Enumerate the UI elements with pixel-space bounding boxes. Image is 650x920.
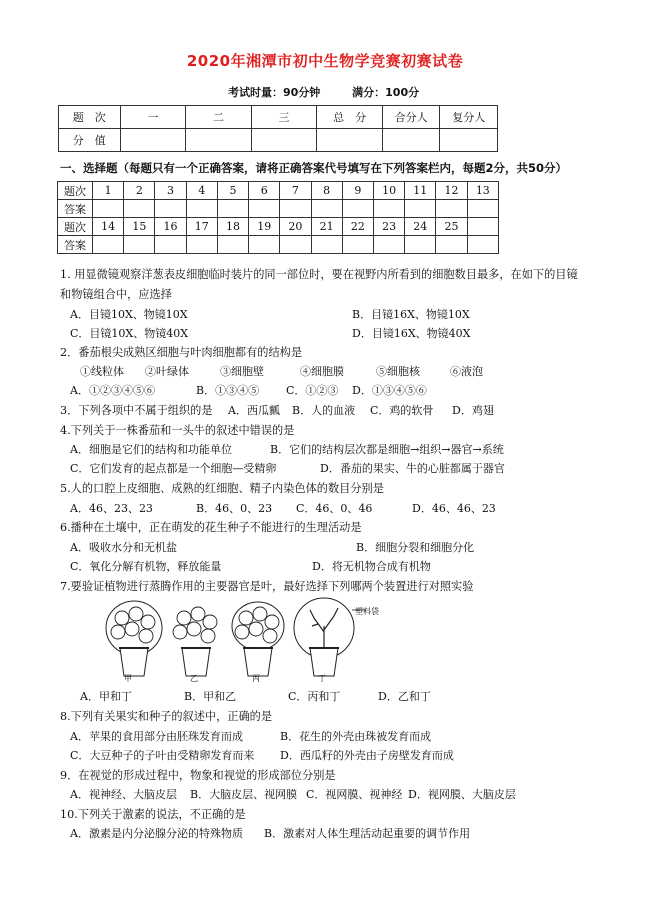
- question-number: 13: [467, 182, 498, 200]
- plant-device-yi: [173, 607, 217, 676]
- question-7-stem: 7.要验证植物进行蒸腾作用的主要器官是叶，最好选择下列哪两个装置进行对照实验: [60, 580, 474, 593]
- exam-title: 2020年湘潭市初中生物学竞赛初赛试卷: [186, 52, 464, 70]
- question-7-option-c[interactable]: C．丙和丁: [288, 690, 341, 703]
- question-8-stem: 8.下列有关果实和种子的叙述中，正确的是: [60, 710, 273, 723]
- answer-question-row: [58, 182, 499, 200]
- answer-cell[interactable]: [249, 200, 280, 218]
- question-4-option-b[interactable]: B．它们的结构层次都是细胞→组织→器官→系统: [270, 443, 504, 456]
- question-9-option-b[interactable]: B．大脑皮层、视网膜: [190, 788, 298, 801]
- plant-device-jia: [106, 601, 162, 676]
- answer-row-label: 答案: [58, 200, 93, 218]
- question-6-option-a[interactable]: A．吸收水分和无机盐: [70, 541, 177, 554]
- answer-cell[interactable]: [93, 200, 124, 218]
- question-number: 19: [249, 218, 280, 236]
- question-8-option-d[interactable]: D．西瓜籽的外壳由子房壁发育而成: [280, 749, 454, 762]
- question-5-option-b[interactable]: B．46、0、23: [196, 502, 273, 515]
- question-number: 12: [436, 182, 467, 200]
- score-table-header-row: [59, 106, 498, 129]
- answer-entry-row: [58, 236, 499, 254]
- question-number: 14: [93, 218, 124, 236]
- question-number: 15: [124, 218, 155, 236]
- device-label-bing: 丙: [252, 674, 260, 683]
- question-number: 20: [280, 218, 311, 236]
- question-4-stem: 4.下列关于一株番茄和一头牛的叙述中错误的是: [60, 424, 295, 437]
- question-number: 24: [405, 218, 436, 236]
- device-label-jia: 甲: [124, 674, 132, 683]
- question-3-option-c[interactable]: C．鸡的软骨: [370, 404, 434, 417]
- answer-question-row: [58, 218, 499, 236]
- answer-cell[interactable]: [93, 236, 124, 254]
- question-2-item: ③细胞壁: [220, 365, 264, 378]
- answer-row-label: 题次: [58, 218, 93, 236]
- answer-cell[interactable]: [217, 236, 248, 254]
- question-7-option-a[interactable]: A．甲和丁: [80, 690, 132, 703]
- question-9-option-d[interactable]: D．视网膜、大脑皮层: [408, 788, 516, 801]
- plant-device-bing: [232, 602, 284, 676]
- score-cell: 复分人: [440, 106, 498, 129]
- question-number: 7: [280, 182, 311, 200]
- question-2-option-a[interactable]: A．①②③④⑤⑥: [70, 384, 155, 397]
- question-number: 6: [249, 182, 280, 200]
- question-8-option-b[interactable]: B．花生的外壳由珠被发育而成: [280, 730, 432, 743]
- question-2-item: ⑥液泡: [450, 365, 483, 378]
- question-2-item: ①线粒体: [80, 365, 124, 378]
- answer-cell[interactable]: [467, 236, 498, 254]
- question-1-option-c[interactable]: C．目镜10X、物镜40X: [70, 327, 189, 340]
- question-2-option-d[interactable]: D．①③④⑤⑥: [352, 384, 427, 397]
- score-entry-cell[interactable]: [120, 129, 186, 152]
- answer-cell[interactable]: [155, 200, 186, 218]
- score-entry-cell[interactable]: [440, 129, 498, 152]
- question-3-stem: 3．下列各项中不属于组织的是: [60, 404, 213, 417]
- question-number: 9: [342, 182, 373, 200]
- question-5-option-a[interactable]: A．46、23、23: [70, 502, 153, 515]
- question-5-option-c[interactable]: C．46、0、46: [296, 502, 373, 515]
- answer-cell[interactable]: [311, 236, 342, 254]
- question-9-option-a[interactable]: A．视神经、大脑皮层: [70, 788, 177, 801]
- plastic-bag-label: 塑料袋: [355, 607, 379, 616]
- question-number: 3: [155, 182, 186, 200]
- answer-cell[interactable]: [124, 236, 155, 254]
- question-1-stem-cont: 和物镜组合中，应选择: [60, 288, 172, 301]
- score-cell: 合分人: [382, 106, 440, 129]
- question-2-stem: 2．番茄根尖成熟区细胞与叶肉细胞都有的结构是: [60, 346, 303, 359]
- full-score: 满分：100分: [352, 86, 420, 99]
- answer-cell[interactable]: [124, 200, 155, 218]
- question-number: 8: [311, 182, 342, 200]
- question-number: 21: [311, 218, 342, 236]
- answer-cell[interactable]: [249, 236, 280, 254]
- answer-cell[interactable]: [217, 200, 248, 218]
- question-6-option-b[interactable]: B．细胞分裂和细胞分化: [356, 541, 475, 554]
- question-number: 10: [373, 182, 404, 200]
- question-3-option-b[interactable]: B．人的血液: [292, 404, 356, 417]
- answer-cell[interactable]: [280, 200, 311, 218]
- question-number: 25: [436, 218, 467, 236]
- answer-cell[interactable]: [405, 236, 436, 254]
- question-4-option-d[interactable]: D．番茄的果实、牛的心脏都属于器官: [320, 462, 505, 475]
- question-2-option-c[interactable]: C．①②③: [286, 384, 339, 397]
- answer-cell[interactable]: [342, 236, 373, 254]
- answer-cell[interactable]: [373, 236, 404, 254]
- exam-meta: [228, 84, 447, 100]
- question-number: 4: [186, 182, 217, 200]
- question-number: 5: [217, 182, 248, 200]
- question-1-option-d[interactable]: D．目镜16X、物镜40X: [352, 327, 471, 340]
- question-2-option-b[interactable]: B．①③④⑤: [196, 384, 260, 397]
- answer-row-label: 答案: [58, 236, 93, 254]
- question-5-stem: 5.人的口腔上皮细胞、成熟的红细胞、精子内染色体的数目分别是: [60, 482, 384, 495]
- score-cell: 二: [186, 106, 252, 129]
- question-3-option-d[interactable]: D．鸡翅: [452, 404, 494, 417]
- answer-cell[interactable]: [280, 236, 311, 254]
- device-label-ding: 丁: [318, 674, 326, 683]
- answer-cell[interactable]: [311, 200, 342, 218]
- score-entry-cell[interactable]: [382, 129, 440, 152]
- question-number: 2: [124, 182, 155, 200]
- answer-cell[interactable]: [155, 236, 186, 254]
- answer-cell[interactable]: [436, 200, 467, 218]
- question-7-option-d[interactable]: D．乙和丁: [378, 690, 431, 703]
- answer-cell[interactable]: [342, 200, 373, 218]
- score-cell: 题 次: [59, 106, 121, 129]
- question-10-stem: 10.下列关于激素的说法，不正确的是: [60, 808, 246, 821]
- question-number: 16: [155, 218, 186, 236]
- question-4-option-c[interactable]: C．它们发育的起点都是一个细胞—受精卵: [70, 462, 277, 475]
- score-table: [58, 105, 498, 152]
- section-heading: 一、选择题（每题只有一个正确答案，请将正确答案代号填写在下列答案栏内，每题2分，共50分）: [60, 161, 567, 175]
- question-number: [467, 218, 498, 236]
- question-number: 18: [217, 218, 248, 236]
- score-cell: 一: [120, 106, 186, 129]
- answer-cell[interactable]: [467, 200, 498, 218]
- question-8-option-c[interactable]: C．大豆种子的子叶由受精卵发育而来: [70, 749, 255, 762]
- answer-entry-row: [58, 200, 499, 218]
- score-entry-cell[interactable]: [317, 129, 383, 152]
- question-9-option-c[interactable]: C．视网膜、视神经: [306, 788, 403, 801]
- question-6-option-d[interactable]: D．将无机物合成有机物: [312, 560, 431, 573]
- question-5-option-d[interactable]: D．46、46、23: [412, 502, 496, 515]
- question-9-stem: 9．在视觉的形成过程中，物象和视觉的形成部位分别是: [60, 769, 336, 782]
- score-cell: 三: [251, 106, 317, 129]
- score-cell: 总 分: [317, 106, 383, 129]
- question-2-item: ⑤细胞核: [376, 365, 420, 378]
- question-number: 23: [373, 218, 404, 236]
- score-entry-cell[interactable]: [186, 129, 252, 152]
- question-6-stem: 6.播种在土壤中，正在萌发的花生种子不能进行的生理活动是: [60, 521, 362, 534]
- answer-cell[interactable]: [405, 200, 436, 218]
- question-1-option-b[interactable]: B．目镜16X、物镜10X: [352, 308, 470, 321]
- question-4-option-a[interactable]: A．细胞是它们的结构和功能单位: [70, 443, 232, 456]
- exam-time: 考试时量：90分钟: [228, 86, 321, 99]
- question-number: 1: [93, 182, 124, 200]
- question-10-option-a[interactable]: A．激素是内分泌腺分泌的特殊物质: [70, 827, 243, 840]
- answer-row-label: 题次: [58, 182, 93, 200]
- score-cell: 分 值: [59, 129, 121, 152]
- question-1-option-a[interactable]: A．目镜10X、物镜10X: [70, 308, 188, 321]
- question-7-option-b[interactable]: B．甲和乙: [184, 690, 237, 703]
- question-number: 11: [405, 182, 436, 200]
- question-2-item: ④细胞膜: [300, 365, 344, 378]
- answer-cell[interactable]: [436, 236, 467, 254]
- question-8-option-a[interactable]: A．苹果的食用部分由胚珠发育而成: [70, 730, 243, 743]
- question-3-option-a[interactable]: A．西瓜瓤: [228, 404, 280, 417]
- question-number: 17: [186, 218, 217, 236]
- question-6-option-c[interactable]: C．氧化分解有机物，释放能量: [70, 560, 222, 573]
- score-entry-cell[interactable]: [251, 129, 317, 152]
- answer-table: [57, 181, 499, 254]
- answer-cell[interactable]: [373, 200, 404, 218]
- score-table-value-row: [59, 129, 498, 152]
- question-1-stem: 1. 用显微镜观察洋葱表皮细胞临时装片的同一部位时，要在视野内所看到的细胞数目最多，在如下的目镜: [60, 268, 578, 281]
- question-10-option-b[interactable]: B．激素对人体生理活动起重要的调节作用: [264, 827, 471, 840]
- question-2-item: ②叶绿体: [145, 365, 189, 378]
- device-label-yi: 乙: [190, 674, 198, 683]
- answer-cell[interactable]: [186, 236, 217, 254]
- answer-cell[interactable]: [186, 200, 217, 218]
- question-number: 22: [342, 218, 373, 236]
